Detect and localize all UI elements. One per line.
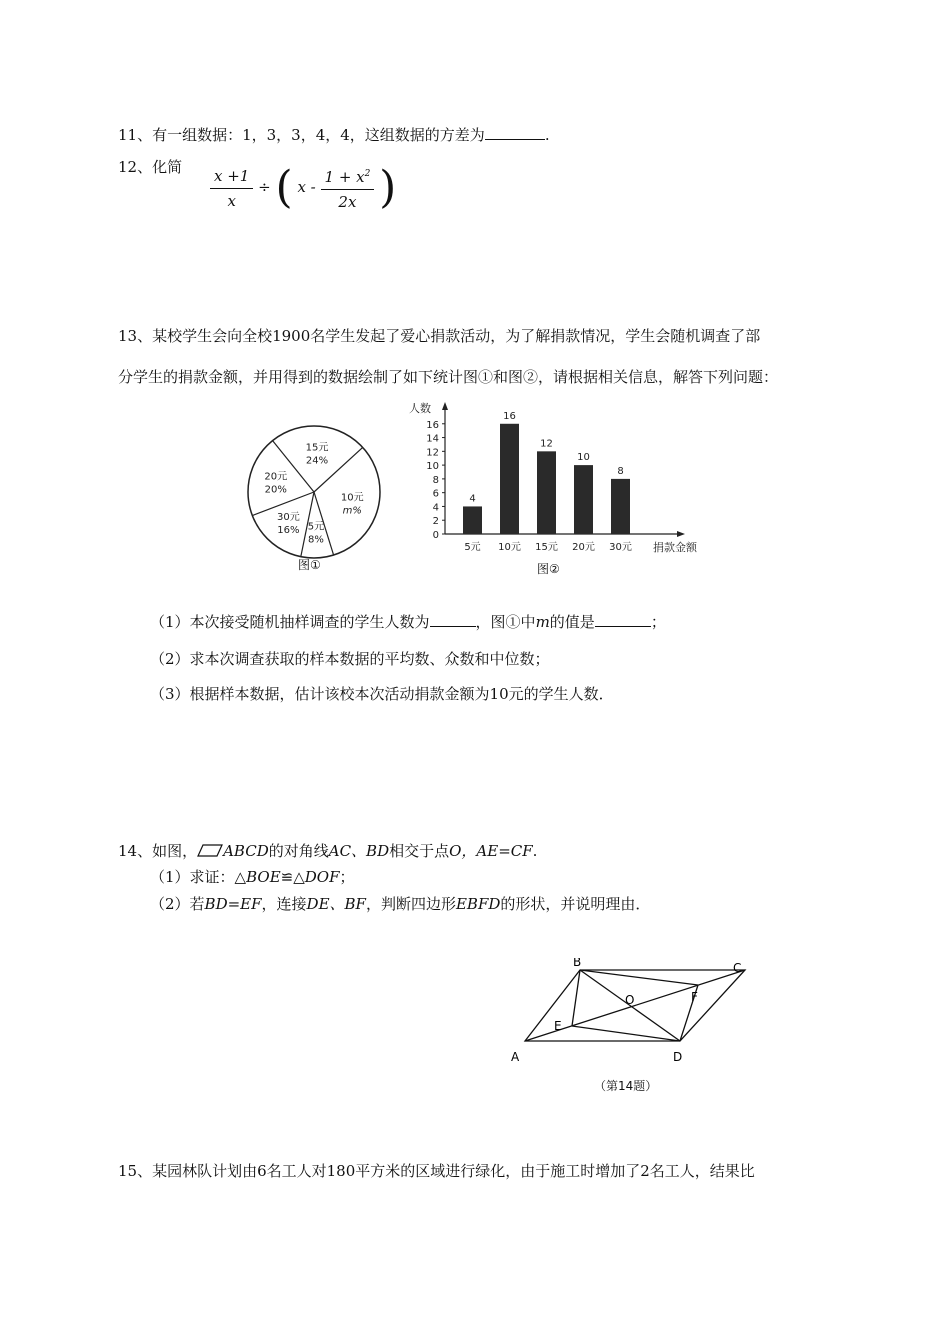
bar: [574, 465, 593, 534]
parallelogram-figure: [505, 958, 760, 1073]
y-tick-label: 0: [432, 530, 439, 541]
q14-sub1: （1）求证：△BOE≌△DOF；: [150, 868, 355, 886]
point-d: D: [673, 1050, 683, 1064]
point-o: O: [625, 993, 635, 1007]
y-axis-label: 人数: [409, 402, 431, 415]
pie-slice-percent: 24%: [305, 455, 329, 467]
bar-value-label: 12: [540, 438, 553, 450]
bar-value-label: 10: [577, 452, 590, 464]
q11-text: 11、有一组数据：1，3，3，4，4，这组数据的方差为 .: [118, 126, 550, 144]
fig1-caption: 图①: [298, 558, 321, 572]
bar-category-label: 15元: [535, 542, 558, 553]
point-e: E: [554, 1019, 562, 1033]
q13-sub3: （3）根据样本数据，估计该校本次活动捐款金额为10元的学生人数．: [150, 685, 614, 703]
q14-caption: （第14题）: [594, 1079, 658, 1093]
bar: [611, 479, 630, 534]
bar-category-label: 30元: [609, 542, 632, 553]
segment-ed: [572, 1026, 680, 1041]
y-tick-label: 16: [426, 419, 439, 431]
q13-sub1: （1）本次接受随机抽样调查的学生人数为 ，图①中m的值是 ；: [150, 613, 666, 631]
bar-chart: [405, 400, 715, 565]
pie-chart: [240, 410, 400, 580]
bar-category-label: 20元: [572, 542, 595, 553]
answer-blank: [430, 625, 476, 627]
point-a: A: [511, 1050, 520, 1064]
pie-slice-label: 15元: [305, 442, 329, 454]
q13-line1: 13、某校学生会向全校1900名学生发起了爱心捐款活动，为了解捐款情况，学生会随机调查了部: [118, 327, 761, 345]
y-tick-label: 10: [426, 461, 439, 473]
pie-slice-percent: 16%: [277, 525, 300, 537]
y-tick-label: 4: [432, 502, 439, 514]
answer-blank: [485, 138, 545, 140]
fraction-1: $\frac{x +1}{x}$: [210, 164, 253, 213]
pie-slice-percent: m%: [342, 505, 362, 517]
inner-term: x -: [297, 178, 316, 196]
pie-divider: [314, 447, 363, 492]
q12-expression: $\frac{x +1}{x}$ ÷ ( x - $\frac{1 + x^2}{2x}$ ): [210, 162, 396, 214]
pie-slice-label: 10元: [340, 492, 364, 504]
pie-slice-label: 5元: [307, 521, 325, 533]
point-f: F: [691, 990, 698, 1004]
pie-slice-label: 30元: [277, 512, 300, 524]
y-tick-label: 8: [432, 474, 439, 486]
q14-line1: 14、如图， ABCD的对角线AC、BD相交于点O，AE=CF.: [118, 842, 538, 860]
bar: [500, 424, 519, 534]
point-b: B: [573, 958, 582, 969]
y-tick-label: 14: [426, 433, 439, 445]
q13-line2: 分学生的捐款金额，并用得到的数据绘制了如下统计图①和图②，请根据相关信息，解答下列问题：: [118, 368, 779, 386]
bar-category-label: 10元: [498, 542, 521, 553]
pie-slice-percent: 20%: [264, 484, 287, 496]
pie-slice-label: 20元: [264, 471, 288, 483]
fraction-2: $\frac{1 + x^2}{2x}$: [321, 162, 375, 214]
y-tick-label: 6: [432, 488, 439, 500]
x-axis-arrow: [677, 531, 685, 537]
q13-sub2: （2）求本次调查获取的样本数据的平均数、众数和中位数；: [150, 650, 550, 668]
bar-category-label: 5元: [464, 542, 481, 553]
answer-blank: [595, 625, 651, 627]
q12-label: 12、化简: [118, 158, 183, 176]
parallelogram-icon: [197, 844, 223, 857]
q14-sub2: （2）若BD=EF，连接DE、BF，判断四边形EBFD的形状，并说明理由．: [150, 895, 651, 913]
point-c: C: [733, 961, 742, 975]
bar: [537, 451, 556, 534]
y-axis-arrow: [442, 402, 448, 410]
x-axis-label: 捐款金额: [653, 541, 697, 554]
q15-text: 15、某园林队计划由6名工人对180平方米的区域进行绿化，由于施工时增加了2名工人，结果比: [118, 1162, 755, 1180]
fig2-caption: 图②: [537, 562, 560, 576]
bar-value-label: 16: [503, 410, 516, 422]
bar: [463, 506, 482, 534]
y-tick-label: 2: [432, 516, 439, 528]
divide-sign: ÷: [258, 178, 271, 196]
bar-value-label: 8: [617, 465, 624, 477]
y-tick-label: 12: [426, 447, 439, 459]
bar-value-label: 4: [469, 493, 476, 505]
pie-slice-percent: 8%: [308, 534, 324, 546]
